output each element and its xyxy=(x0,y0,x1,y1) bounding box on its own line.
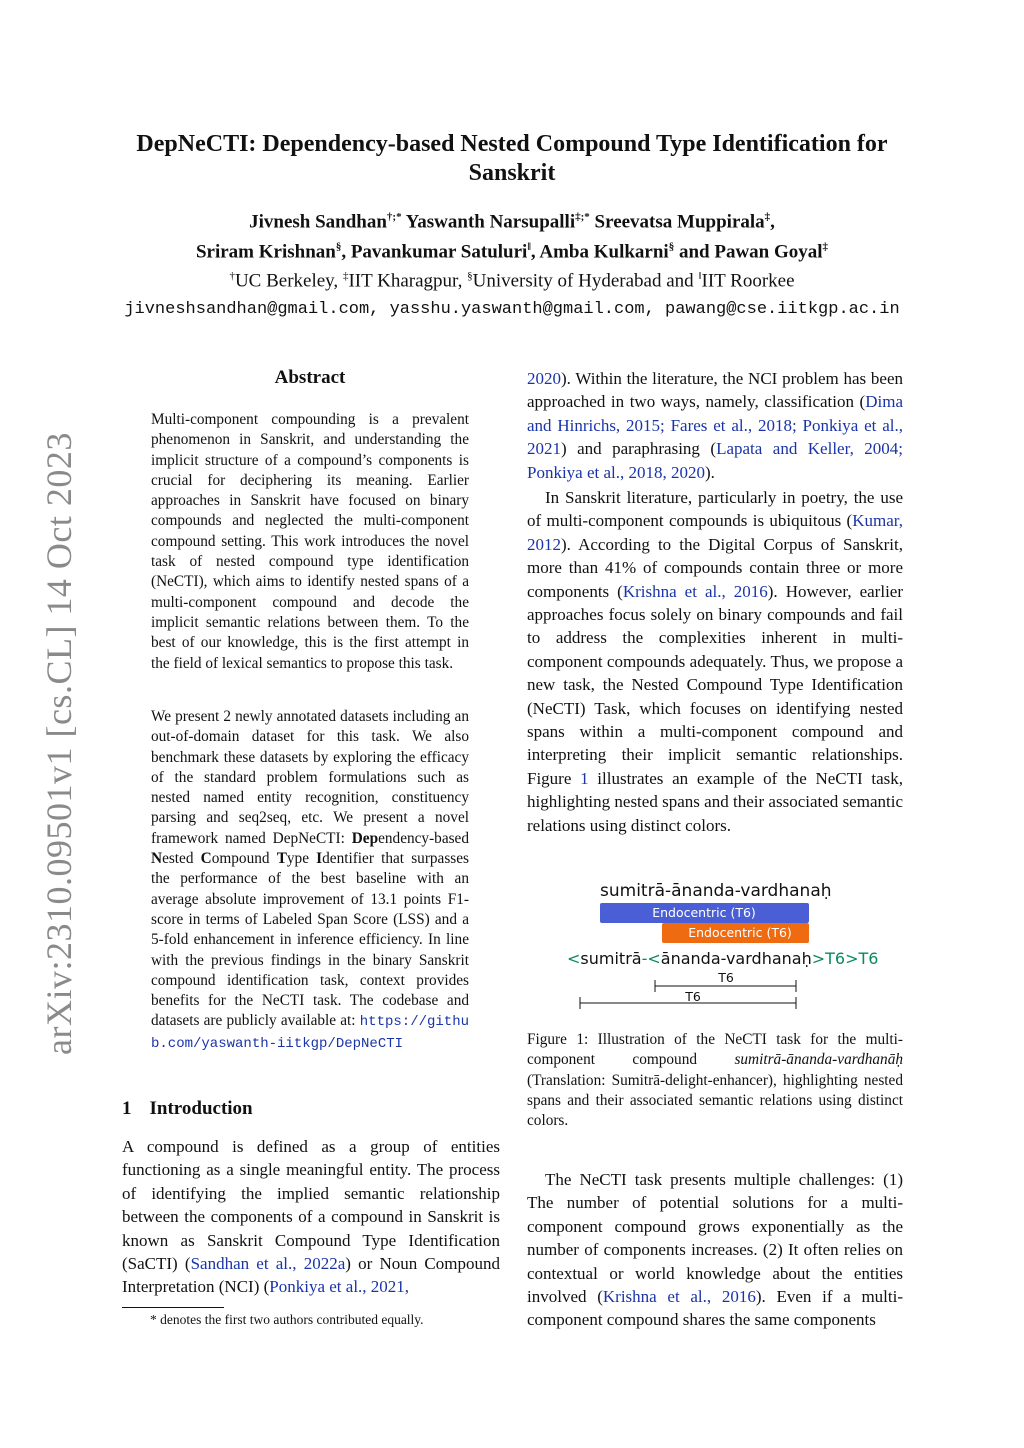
author-line-2: Sriram Krishnan§, Pavankumar Satuluri‖, Amba Kulkarni§ and Pawan Goyal‡ xyxy=(195,241,829,263)
figure-ref-link[interactable]: 1 xyxy=(580,768,589,788)
bracketed-notation xyxy=(567,949,878,968)
abstract-heading: Abstract xyxy=(274,367,346,388)
footnote: * denotes the first two authors contributed equally. xyxy=(150,1312,424,1327)
right-paragraph-3 xyxy=(527,1168,903,1332)
citation-link[interactable]: Lapata and Keller, 2004; Ponkiya et al., 2018, 2020 xyxy=(527,439,904,482)
text: ompound xyxy=(211,850,277,868)
text: Figure 1: Illustration of the NeCTI task for the multi-component compound xyxy=(527,1031,903,1069)
author-mark: ‡ xyxy=(822,241,829,253)
acronym-letter: Dep xyxy=(351,829,379,847)
acronym-letter: N xyxy=(151,850,163,868)
paper-title: DepNeCTI: Dependency-based Nested Compound Type Identification for Sanskrit xyxy=(136,131,888,186)
citation-link[interactable]: Ponkiya et al., 2021, xyxy=(269,1277,410,1297)
text: (Translation: Sumitrā-delight-enhancer), highlighting nested spans and their associated semantic relations using distinct colors. xyxy=(527,1071,903,1130)
code-link[interactable]: https://github.com/yaswanth-iitkgp/DepNeCTI xyxy=(151,1014,469,1052)
footnote-rule xyxy=(122,1307,224,1308)
figure-1 xyxy=(560,874,880,1014)
right-paragraph-1 xyxy=(527,367,903,484)
component: sumitrā xyxy=(580,949,642,968)
compound-text: sumitrā-ānanda-vardhanaḥ xyxy=(600,881,832,901)
figure-caption xyxy=(527,1030,903,1131)
bracket: -< xyxy=(641,949,661,968)
text: ype xyxy=(286,850,317,868)
citation-link[interactable]: Krishna et al., 2016 xyxy=(602,1287,756,1307)
text: ). Within the literature, the NCI problem has been approached in two ways, namely, classification ( xyxy=(527,369,903,412)
affil-mark: ‡ xyxy=(342,270,349,282)
text: endency-based xyxy=(378,829,469,847)
text: We present 2 newly annotated datasets including an out-of-domain dataset for this task. We also benchmark these datasets by exploring the efficacy of the standard problem formulations such as nested named entity recognition, constituency parsing and seq2seq, etc. We present a novel framework named DepNeCTI: xyxy=(151,708,469,847)
text: ested xyxy=(162,850,201,868)
citation-link[interactable]: Krishna et al., 2016 xyxy=(622,581,768,601)
citation-link[interactable]: Dima and Hinrichs, 2015; Fares et al., 2018; Ponkiya et al., 2021 xyxy=(527,392,903,459)
intro-paragraph xyxy=(122,1135,500,1299)
text: The NeCTI task presents multiple challenges: (1) The number of potential solutions for a multi-component compound grows exponentially as the number of components increases. (2) It often relies on contextual or world knowledge about the entities involved ( xyxy=(527,1170,903,1307)
author-mark: ‡ xyxy=(764,211,771,223)
affiliations xyxy=(110,270,914,292)
author-name: Yaswanth Narsupalli xyxy=(405,211,576,233)
affil-mark: † xyxy=(229,270,235,282)
component: ānanda-vardhanaḥ xyxy=(660,949,812,968)
abstract-paragraph-1: Multi-component compounding is a prevalent phenomenon in Sanskrit, and understanding the implicit structure of a compound’s components is crucial for deciphering its meaning. Earlier approaches in Sanskrit have focused on binary compounds and neglected the multi-component compound setting. This work introduces the novel task of nested compound type identification (NeCTI), which aims to identify nested spans of a multi-component compound and decode the implicit semantic relations between them. To the best of our knowledge, this is the first attempt in the field of lexical semantics to propose this task. xyxy=(151,411,469,672)
arxiv-stamp: arXiv:2310.09501v1 [cs.CL] 14 Oct 2023 xyxy=(39,432,79,1055)
affil: IIT Roorkee xyxy=(701,270,795,292)
acronym-letter: I xyxy=(316,850,323,868)
author-mark: ‖ xyxy=(527,241,531,253)
text: ) and paraphrasing ( xyxy=(561,439,717,459)
citation-link[interactable]: 2020 xyxy=(527,369,561,388)
citation-link[interactable]: Sandhan et al., 2022a xyxy=(190,1254,346,1274)
affil-mark: § xyxy=(467,270,473,282)
author-name: Pawan Goyal xyxy=(714,241,823,263)
italic-term: sumitrā-ānanda-vardhanāḥ xyxy=(734,1051,903,1069)
acronym-letter: C xyxy=(200,850,212,868)
author-mark: § xyxy=(335,241,342,253)
span-label-inner: Endocentric (T6) xyxy=(688,925,792,940)
author-line-1: Jivnesh Sandhan†;* Yaswanth Narsupalli‡;* Sreevatsa Muppirala‡, xyxy=(249,211,775,233)
affil-mark: ‖ xyxy=(698,270,702,282)
acronym-letter: T xyxy=(276,850,287,868)
affil: University of Hyderabad and xyxy=(472,270,699,292)
text: dentifier that surpasses the performance of the best baseline with an average absolute improvement of 13.1 points F1-score in terms of Labeled Span Score (LSS) and a 5-fold enhancement in inference efficiency. In line with the previous findings in the binary Sanskrit compound identification task, context provides benefits for the NeCTI task. The codebase and datasets are publicly available at: xyxy=(151,850,469,1030)
text: ). Even if a multi-component compound shares the same components xyxy=(527,1287,904,1330)
section-heading xyxy=(122,1098,253,1120)
right-paragraph-2 xyxy=(527,486,903,837)
section-title: Introduction xyxy=(149,1098,253,1119)
author-name: Sriram Krishnan xyxy=(195,241,336,263)
citation-link[interactable]: Kumar, 2012 xyxy=(527,511,903,554)
author-mark: ‡;* xyxy=(575,211,590,223)
span-label-outer: Endocentric (T6) xyxy=(652,905,756,920)
dep-label-inner: T6 xyxy=(718,970,734,985)
author-mark: †;* xyxy=(386,211,402,223)
bracket: < xyxy=(567,949,581,968)
abstract-paragraph-2 xyxy=(151,707,469,1054)
author-name: Pavankumar Satuluri xyxy=(350,241,528,263)
text: illustrates an example of the NeCTI task, highlighting nested spans and their associated semantic relations using distinct colors. xyxy=(527,768,903,835)
section-number: 1 xyxy=(122,1098,132,1119)
author-name: Amba Kulkarni xyxy=(539,241,669,263)
text: A compound is defined as a group of entities functioning as a single meaningful entity. The process of identifying the implied semantic relationship between the components of a compound in Sanskrit is known as Sanskrit Compound Type Identification (SaCTI) ( xyxy=(122,1137,500,1274)
text: ). xyxy=(705,462,715,482)
text: ). According to the Digital Corpus of Sanskrit, more than 41% of compounds contain three or more components ( xyxy=(527,534,903,601)
text: ) or Noun Compound Interpretation (NCI) ( xyxy=(122,1254,500,1297)
affil: IIT Kharagpur, xyxy=(348,270,468,292)
author-name: Sreevatsa Muppirala xyxy=(594,211,765,233)
author-name: Jivnesh Sandhan xyxy=(249,211,387,233)
author-emails: jivneshsandhan@gmail.com, yasshu.yaswanth@gmail.com, pawang@cse.iitkgp.ac.in xyxy=(124,300,900,319)
bracket-tags: >T6>T6 xyxy=(811,949,879,968)
text: ). However, earlier approaches focus solely on binary compounds and fail to address the complexities inherent in multi-component compounds adequately. Thus, we propose a new task, the Nested Compound Type Identification (NeCTI) Task, which focuses on identifying nested spans within a multi-component compound and interpreting their implicit semantic relationships. Figure xyxy=(527,581,903,788)
author-mark: § xyxy=(668,241,675,253)
affil: UC Berkeley, xyxy=(234,270,343,292)
text: In Sanskrit literature, particularly in poetry, the use of multi-component compounds is ubiquitous ( xyxy=(527,488,903,531)
dep-label-outer: T6 xyxy=(685,989,701,1004)
